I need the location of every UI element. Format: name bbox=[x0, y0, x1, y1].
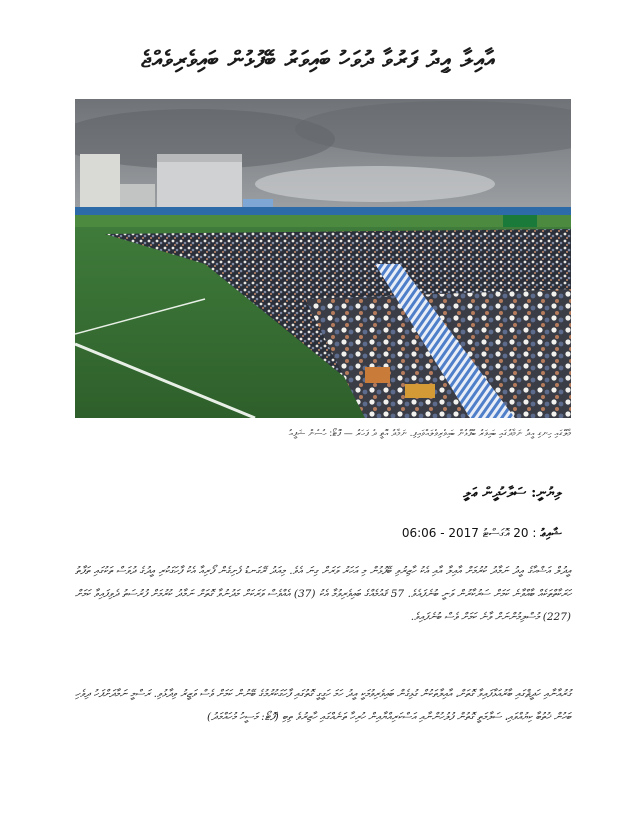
date-label: ޝާއިޢު bbox=[540, 526, 562, 540]
article-paragraph-1: އީދުލް އަޟްޙާގެ އީދު ނަމާދު ކުރުމަށް އާއިލާ އާއި އެކު ހާޒިރުވި ބޭފުޅުން މި އަހަރު ވަރަށް ގިނަ އެވެ. މިއަދު ރޭގަނޑު ފެށިގެން ފޯރިއާ އެކު ފާހަގަކުރި އީދުގެ ދުވަސް ތަކުގައި ތަފާތު ހަރަކާތްތަކެއް ބާއްވާނެ ކަމަށް ސަރުކާރުން ވަނީ ބުނެފައެވެ. 57 ޤައުމެއްގެ ބައިވެރިވުމާ އެކު (37) އެއްވެސް ވަރަކަށް މަދުނުވާ ގޮތަށް ނަމާދު ކުރުމަށް ފުރުސަތު ދެވިފައިވާ ކަމަށް (227) މުސްލިމުންނަށް ވާނެ ކަމަށް ވެސް ބުނެފައިވެ. bbox=[75, 565, 571, 623]
article-paragraph-2: ގުރުއާނާއި ހަދީޘްގައި ބާރުއަޅާފައިވާ ގޮތަށް، އާއިލާތަކުން ގުޅިގެން ބައިވެރިވުމަކީ އީދު ހަމަ ހަގީގީ ގޮތުގައި ފާހަގަކުރުމުގެ ބޭނުން ކަމަށް ވެސް ވަޒީރު ވިދާޅުވި. ރަސްމީ ނަމާދަށްފަހު ދިވެހި ބަހުން ޚުތުބާ ކިޔުއްވައި، ސަލާމަތީ ގޮތުން ފުލުހުންނާއި އަސްކަރިއްޔާއިން ހުރިހާ ތަނެއްގައި ހާޒިރުވެ ތިބި (ފޮޓޯ: މަސީހު މުހައްމަދު) bbox=[75, 688, 571, 723]
publish-date: ޝާއިޢު : 20 އޮގަސްޓު 2017 - 06:06 bbox=[401, 526, 562, 540]
author-name[interactable]: ސަލާހުދީން ޢަލީ bbox=[463, 485, 527, 501]
article-headline: އާއިލާ އީދު ފަރުވާ ދުވަހު ބައިވަރު ބޭފުޅުން ބައިވެރިވެއްޖެ bbox=[141, 46, 496, 73]
photo-caption: މާލޭގައި ހިނގި އީދު ނަމާދުގައި ބައިވަރު ބޭފުޅުން ބައިވެރިވެލައްވައިފި. ނަމާދު އޮތީ ދެ ފަހަރު — ފޮޓޯ: ހުސެން ޝަފީއު bbox=[288, 429, 571, 439]
date-value: 20 އޮގަސްޓު 2017 - 06:06 bbox=[401, 526, 529, 540]
author-byline bbox=[463, 485, 562, 501]
author-prefix: ލިޔުނީ: bbox=[531, 485, 562, 501]
article-photo bbox=[75, 99, 571, 418]
